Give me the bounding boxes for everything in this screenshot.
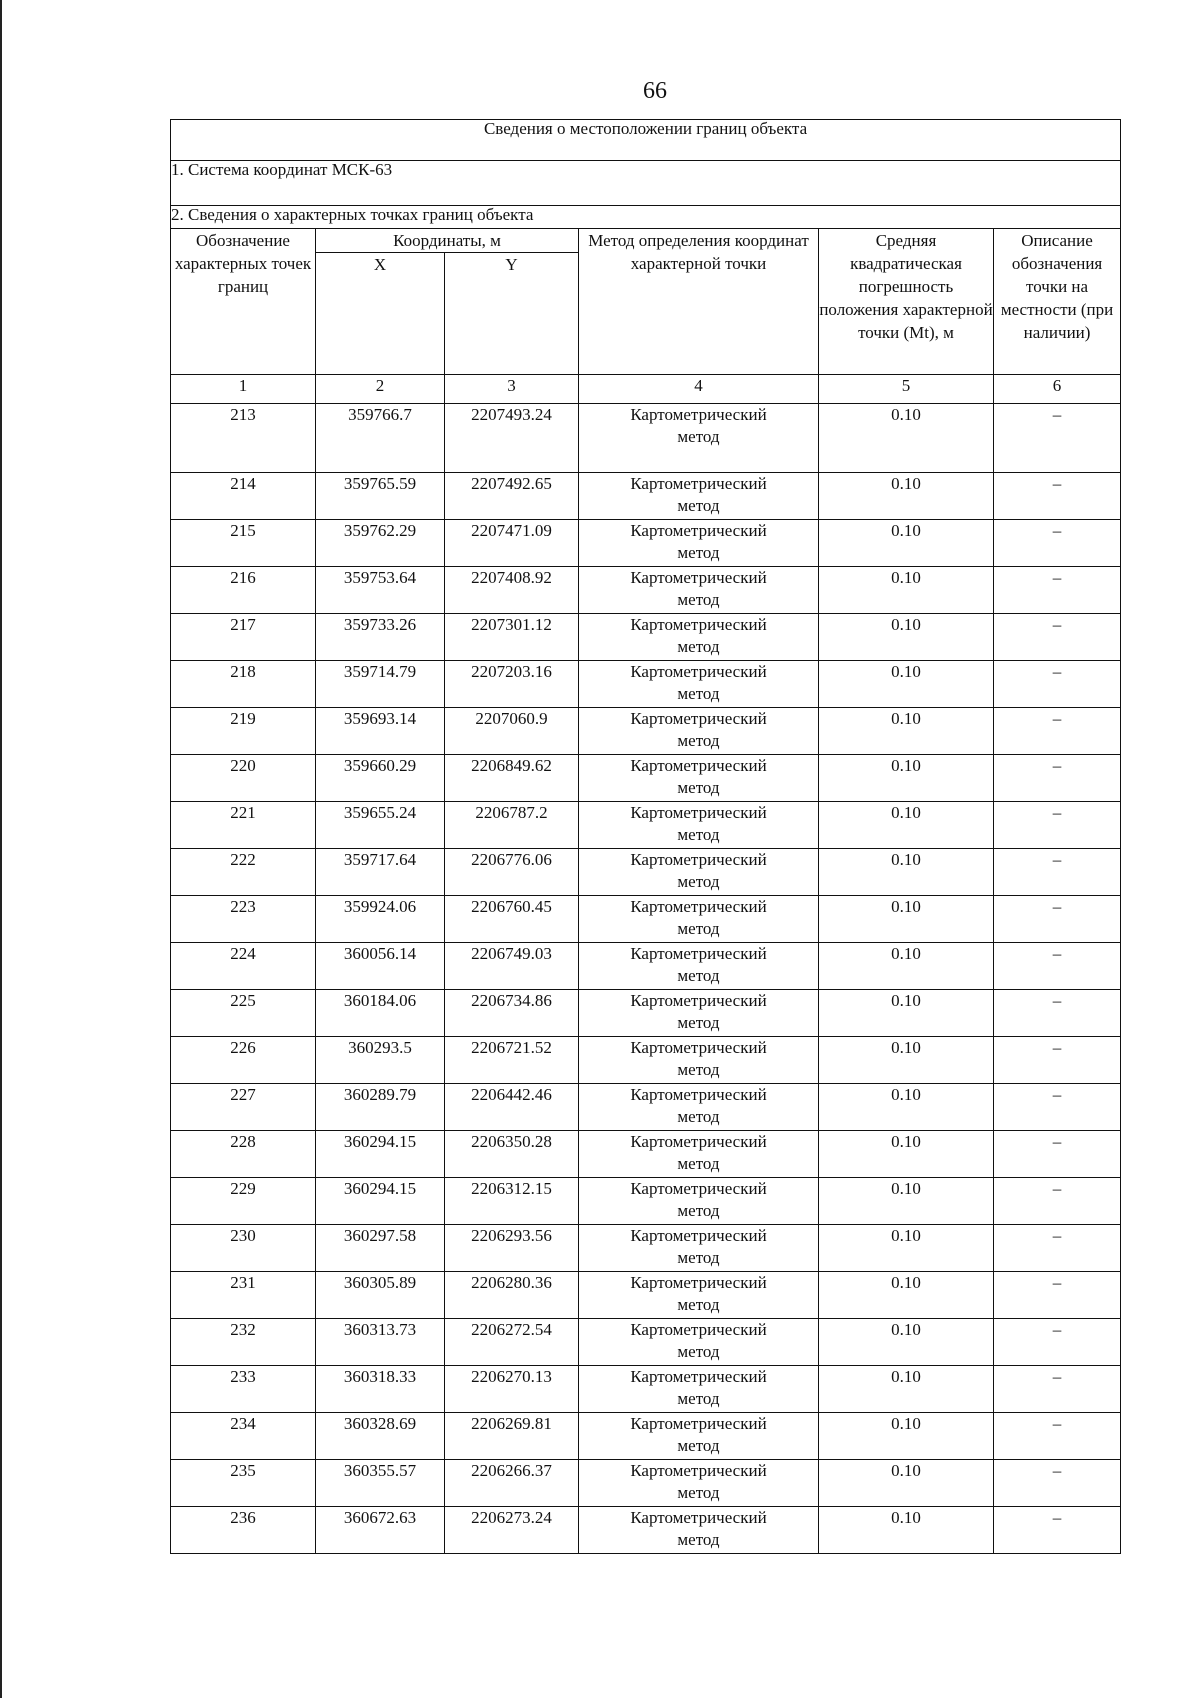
table-row [171,1178,1121,1225]
description-cell: – [994,1037,1121,1084]
error-cell: 0.10 [819,614,994,661]
column-number: 1 [171,375,316,404]
y-coordinate-cell: 2207408.92 [445,567,579,614]
error-cell: 0.10 [819,755,994,802]
table-row [171,473,1121,520]
method-line-1: Картометрический [630,1320,767,1339]
x-coordinate-cell: 360293.5 [316,1037,445,1084]
error-cell: 0.10 [819,990,994,1037]
x-coordinate-cell: 360328.69 [316,1413,445,1460]
y-coordinate-cell: 2207203.16 [445,661,579,708]
header-y: Y [445,253,579,375]
error-cell: 0.10 [819,404,994,473]
error-cell: 0.10 [819,1413,994,1460]
table-row [171,661,1121,708]
table-row [171,1413,1121,1460]
x-coordinate-cell: 359660.29 [316,755,445,802]
y-coordinate-cell: 2206749.03 [445,943,579,990]
y-coordinate-cell: 2207301.12 [445,614,579,661]
method-line-2: метод [677,590,720,609]
x-coordinate-cell: 359733.26 [316,614,445,661]
error-cell: 0.10 [819,1225,994,1272]
point-id-cell: 232 [171,1319,316,1366]
y-coordinate-cell: 2206273.24 [445,1507,579,1554]
point-id-cell: 224 [171,943,316,990]
y-coordinate-cell: 2207492.65 [445,473,579,520]
description-cell: – [994,1178,1121,1225]
error-cell: 0.10 [819,849,994,896]
method-cell [579,1366,819,1413]
error-cell: 0.10 [819,708,994,755]
table-row [171,755,1121,802]
description-cell: – [994,614,1121,661]
method-line-2: метод [677,731,720,750]
x-coordinate-cell: 359924.06 [316,896,445,943]
column-number: 5 [819,375,994,404]
description-cell: – [994,567,1121,614]
method-cell [579,1460,819,1507]
method-line-1: Картометрический [630,405,767,424]
error-cell: 0.10 [819,520,994,567]
error-cell: 0.10 [819,1460,994,1507]
x-coordinate-cell: 360305.89 [316,1272,445,1319]
point-id-cell: 223 [171,896,316,943]
method-line-1: Картометрический [630,568,767,587]
method-cell [579,990,819,1037]
error-cell: 0.10 [819,473,994,520]
x-coordinate-cell: 360297.58 [316,1225,445,1272]
method-cell [579,1272,819,1319]
table-row [171,1507,1121,1554]
method-cell [579,1225,819,1272]
method-cell [579,1037,819,1084]
y-coordinate-cell: 2206272.54 [445,1319,579,1366]
x-coordinate-cell: 360672.63 [316,1507,445,1554]
table-row [171,1272,1121,1319]
table-row [171,896,1121,943]
table-row [171,708,1121,755]
point-id-cell: 215 [171,520,316,567]
description-cell: – [994,1413,1121,1460]
method-cell [579,802,819,849]
x-coordinate-cell: 359753.64 [316,567,445,614]
point-id-cell: 222 [171,849,316,896]
method-line-2: метод [677,1530,720,1549]
y-coordinate-cell: 2206776.06 [445,849,579,896]
y-coordinate-cell: 2207060.9 [445,708,579,755]
method-line-2: метод [677,1342,720,1361]
x-coordinate-cell: 360184.06 [316,990,445,1037]
table-row [171,404,1121,473]
method-line-1: Картометрический [630,1179,767,1198]
description-cell: – [994,661,1121,708]
error-cell: 0.10 [819,1084,994,1131]
table-row [171,614,1121,661]
table-row [171,802,1121,849]
table-row [171,1084,1121,1131]
table-row [171,943,1121,990]
point-id-cell: 219 [171,708,316,755]
method-cell [579,708,819,755]
column-number: 6 [994,375,1121,404]
method-cell [579,943,819,990]
method-line-2: метод [677,966,720,985]
table-row [171,1037,1121,1084]
coordinate-system: 1. Система координат МСК-63 [171,161,1121,206]
point-id-cell: 221 [171,802,316,849]
error-cell: 0.10 [819,1131,994,1178]
method-line-2: метод [677,496,720,515]
error-cell: 0.10 [819,1272,994,1319]
method-line-1: Картометрический [630,1461,767,1480]
header-designation: Обозначение характерных точек границ [171,229,316,375]
column-number: 3 [445,375,579,404]
point-id-cell: 218 [171,661,316,708]
x-coordinate-cell: 359714.79 [316,661,445,708]
error-cell: 0.10 [819,943,994,990]
method-line-2: метод [677,1248,720,1267]
point-id-cell: 227 [171,1084,316,1131]
y-coordinate-cell: 2207493.24 [445,404,579,473]
y-coordinate-cell: 2206721.52 [445,1037,579,1084]
point-id-cell: 216 [171,567,316,614]
description-cell: – [994,1366,1121,1413]
boundary-points-table [170,119,1121,1554]
error-cell: 0.10 [819,1178,994,1225]
y-coordinate-cell: 2206849.62 [445,755,579,802]
error-cell: 0.10 [819,567,994,614]
x-coordinate-cell: 360056.14 [316,943,445,990]
x-coordinate-cell: 359762.29 [316,520,445,567]
method-line-2: метод [677,1154,720,1173]
x-coordinate-cell: 360289.79 [316,1084,445,1131]
x-coordinate-cell: 360313.73 [316,1319,445,1366]
section-title: Сведения о местоположении границ объекта [171,120,1121,161]
table-row [171,1225,1121,1272]
x-coordinate-cell: 360318.33 [316,1366,445,1413]
points-title-row [171,206,1121,229]
description-cell: – [994,404,1121,473]
error-cell: 0.10 [819,1366,994,1413]
method-cell [579,1131,819,1178]
y-coordinate-cell: 2206312.15 [445,1178,579,1225]
description-cell: – [994,896,1121,943]
header-row-top [171,229,1121,253]
method-cell [579,567,819,614]
method-cell [579,755,819,802]
point-id-cell: 217 [171,614,316,661]
method-line-1: Картометрический [630,1132,767,1151]
method-line-1: Картометрический [630,1273,767,1292]
method-cell [579,849,819,896]
y-coordinate-cell: 2206350.28 [445,1131,579,1178]
method-cell [579,473,819,520]
description-cell: – [994,990,1121,1037]
y-coordinate-cell: 2206266.37 [445,1460,579,1507]
points-title: 2. Сведения о характерных точках границ объекта [171,206,1121,229]
method-line-2: метод [677,1389,720,1408]
x-coordinate-cell: 360294.15 [316,1178,445,1225]
x-coordinate-cell: 359693.14 [316,708,445,755]
method-line-1: Картометрический [630,944,767,963]
description-cell: – [994,1131,1121,1178]
x-coordinate-cell: 359655.24 [316,802,445,849]
method-line-2: метод [677,427,720,446]
point-id-cell: 230 [171,1225,316,1272]
error-cell: 0.10 [819,1507,994,1554]
method-line-1: Картометрический [630,897,767,916]
point-id-cell: 235 [171,1460,316,1507]
method-line-2: метод [677,543,720,562]
header-method: Метод определения координат характерной точки [579,229,819,375]
error-cell: 0.10 [819,802,994,849]
method-line-1: Картометрический [630,1226,767,1245]
method-line-1: Картометрический [630,1367,767,1386]
table-row [171,520,1121,567]
description-cell: – [994,1084,1121,1131]
description-cell: – [994,708,1121,755]
table-row [171,1366,1121,1413]
method-line-2: метод [677,684,720,703]
y-coordinate-cell: 2207471.09 [445,520,579,567]
method-line-1: Картометрический [630,615,767,634]
y-coordinate-cell: 2206293.56 [445,1225,579,1272]
point-id-cell: 225 [171,990,316,1037]
description-cell: – [994,473,1121,520]
method-cell [579,1413,819,1460]
method-line-2: метод [677,778,720,797]
header-description: Описание обозначения точки на местности (при наличии) [994,229,1121,375]
point-id-cell: 228 [171,1131,316,1178]
point-id-cell: 213 [171,404,316,473]
point-id-cell: 234 [171,1413,316,1460]
method-cell [579,404,819,473]
point-id-cell: 226 [171,1037,316,1084]
table-row [171,1319,1121,1366]
method-line-1: Картометрический [630,1414,767,1433]
x-coordinate-cell: 359717.64 [316,849,445,896]
method-line-2: метод [677,1436,720,1455]
method-cell [579,1084,819,1131]
x-coordinate-cell: 359765.59 [316,473,445,520]
x-coordinate-cell: 359766.7 [316,404,445,473]
method-cell [579,520,819,567]
method-line-2: метод [677,1295,720,1314]
method-line-2: метод [677,1013,720,1032]
header-error: Средняя квадратическая погрешность положения характерной точки (Mt), м [819,229,994,375]
x-coordinate-cell: 360294.15 [316,1131,445,1178]
method-line-1: Картометрический [630,850,767,869]
method-cell [579,896,819,943]
table-row [171,990,1121,1037]
point-id-cell: 231 [171,1272,316,1319]
description-cell: – [994,943,1121,990]
error-cell: 0.10 [819,896,994,943]
column-number: 4 [579,375,819,404]
page-edge [0,0,2,1698]
error-cell: 0.10 [819,1319,994,1366]
method-line-1: Картометрический [630,991,767,1010]
method-line-1: Картометрический [630,756,767,775]
description-cell: – [994,802,1121,849]
y-coordinate-cell: 2206734.86 [445,990,579,1037]
header-coordinates: Координаты, м [316,229,579,253]
error-cell: 0.10 [819,1037,994,1084]
description-cell: – [994,1507,1121,1554]
header-x: X [316,253,445,375]
method-line-2: метод [677,1483,720,1502]
point-id-cell: 214 [171,473,316,520]
point-id-cell: 220 [171,755,316,802]
table-row [171,1460,1121,1507]
table-row [171,849,1121,896]
method-cell [579,1319,819,1366]
coordinate-system-row [171,161,1121,206]
y-coordinate-cell: 2206269.81 [445,1413,579,1460]
method-line-1: Картометрический [630,521,767,540]
description-cell: – [994,755,1121,802]
method-line-2: метод [677,637,720,656]
method-cell [579,1178,819,1225]
y-coordinate-cell: 2206442.46 [445,1084,579,1131]
point-id-cell: 233 [171,1366,316,1413]
x-coordinate-cell: 360355.57 [316,1460,445,1507]
y-coordinate-cell: 2206280.36 [445,1272,579,1319]
method-line-1: Картометрический [630,709,767,728]
method-line-1: Картометрический [630,662,767,681]
method-line-1: Картометрический [630,1085,767,1104]
page-number: 66 [643,78,667,104]
point-id-cell: 229 [171,1178,316,1225]
description-cell: – [994,1319,1121,1366]
method-line-1: Картометрический [630,1508,767,1527]
method-line-2: метод [677,825,720,844]
method-line-2: метод [677,919,720,938]
y-coordinate-cell: 2206787.2 [445,802,579,849]
table-row [171,1131,1121,1178]
method-line-2: метод [677,1201,720,1220]
table-row [171,567,1121,614]
section-title-row [171,120,1121,161]
description-cell: – [994,520,1121,567]
method-line-1: Картометрический [630,474,767,493]
method-line-1: Картометрический [630,803,767,822]
column-number: 2 [316,375,445,404]
method-line-1: Картометрический [630,1038,767,1057]
description-cell: – [994,1272,1121,1319]
column-numbers-row [171,375,1121,404]
method-line-2: метод [677,1060,720,1079]
description-cell: – [994,1225,1121,1272]
point-id-cell: 236 [171,1507,316,1554]
method-line-2: метод [677,1107,720,1126]
description-cell: – [994,849,1121,896]
y-coordinate-cell: 2206270.13 [445,1366,579,1413]
description-cell: – [994,1460,1121,1507]
method-cell [579,1507,819,1554]
error-cell: 0.10 [819,661,994,708]
method-cell [579,614,819,661]
method-cell [579,661,819,708]
y-coordinate-cell: 2206760.45 [445,896,579,943]
method-line-2: метод [677,872,720,891]
